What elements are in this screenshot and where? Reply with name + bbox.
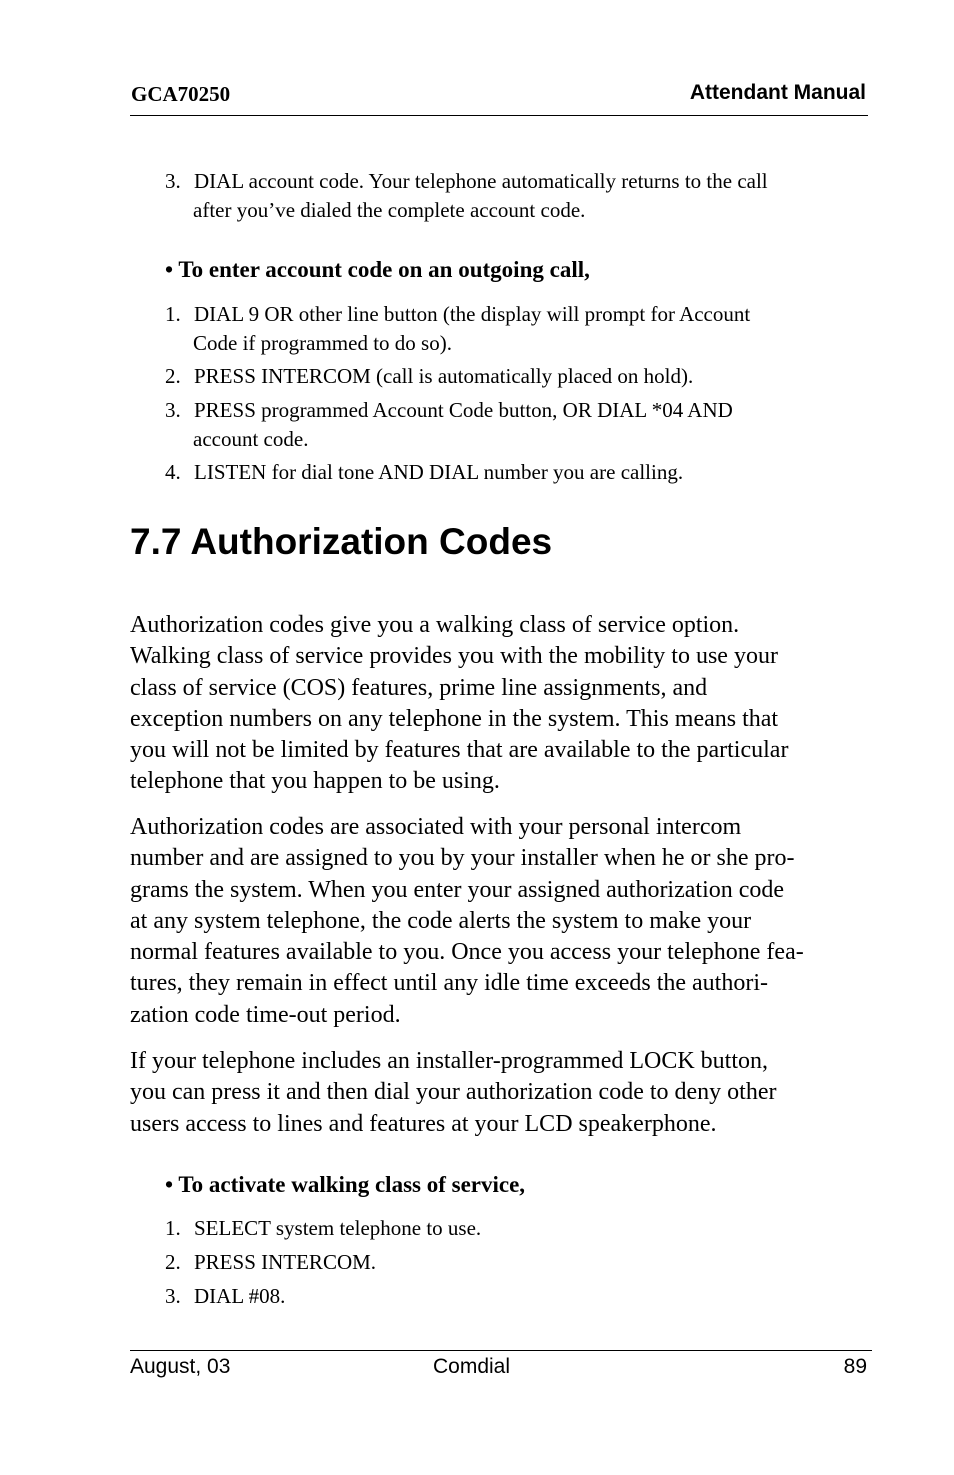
paragraph-line: at any system telephone, the code alerts the system to make your [130, 907, 752, 934]
footer-date: August, 03 [130, 1355, 231, 1378]
step-text: PRESS programmed Account Code button, OR DIAL *04 AND [194, 398, 733, 422]
footer-company: Comdial [433, 1355, 511, 1378]
outgoing-call-heading: • To enter account code on an outgoing call, [165, 257, 590, 282]
step-number: 1. [165, 1216, 181, 1240]
paragraph-line: exception numbers on any telephone in the system. This means that [130, 705, 779, 732]
walking-step-2 [165, 1248, 865, 1277]
walking-step-3 [165, 1282, 865, 1311]
walking-step-1 [165, 1214, 865, 1243]
header-rule [130, 115, 868, 116]
paragraph-line: class of service (COS) features, prime line assignments, and [130, 674, 708, 701]
step-number: 4. [165, 460, 181, 484]
paragraph-line: zation code time-out period. [130, 1001, 401, 1028]
step-text: DIAL #08. [194, 1284, 286, 1308]
step-text: SELECT system telephone to use. [194, 1216, 482, 1240]
paragraph-line: If your telephone includes an installer-programmed LOCK button, [130, 1048, 769, 1074]
outgoing-step-2 [165, 362, 865, 391]
step-number: 2. [165, 364, 181, 388]
walking-cos-heading: • To activate walking class of service, [165, 1172, 526, 1197]
step-text-continued: account code. [193, 427, 309, 451]
header-manual-title: Attendant Manual [689, 81, 866, 104]
paragraph-walking-cos [130, 610, 875, 798]
step-number: 1. [165, 302, 181, 326]
paragraph-line: telephone that you happen to be using. [130, 768, 500, 795]
footer-page-number: 89 [843, 1355, 867, 1378]
outgoing-step-1 [165, 300, 865, 358]
step-text-continued: after you’ve dialed the complete account code. [193, 198, 586, 222]
step-number: 2. [165, 1250, 181, 1274]
outgoing-step-3 [165, 396, 865, 454]
paragraph-line: Authorization codes give you a walking class of service option. [130, 612, 740, 638]
header-doc-id: GCA70250 [131, 82, 231, 106]
paragraph-line: Authorization codes are associated with your personal intercom [130, 814, 742, 840]
step-text: PRESS INTERCOM (call is automatically placed on hold). [194, 364, 694, 388]
intro-step [165, 167, 865, 225]
paragraph-line: normal features available to you. Once you access your telephone fea- [130, 939, 804, 966]
paragraph-line: grams the system. When you enter your assigned authorization code [130, 876, 785, 903]
paragraph-line: you will not be limited by features that are available to the particular [130, 737, 789, 764]
step-text: PRESS INTERCOM. [194, 1250, 377, 1274]
step-text: LISTEN for dial tone AND DIAL number you are calling. [194, 460, 684, 484]
paragraph-authorization [130, 812, 875, 1031]
footer-rule [130, 1350, 872, 1351]
step-number: 3. [165, 1284, 181, 1308]
paragraph-line: users access to lines and features at your LCD speakerphone. [130, 1110, 717, 1137]
step-text: DIAL account code. Your telephone automatically returns to the call [194, 169, 768, 193]
step-text: DIAL 9 OR other line button (the display will prompt for Account [194, 302, 751, 326]
paragraph-line: Walking class of service provides you with the mobility to use your [130, 643, 778, 670]
paragraph-line: number and are assigned to you by your installer when he or she pro- [130, 845, 795, 872]
paragraph-line: tures, they remain in effect until any idle time exceeds the authori- [130, 970, 768, 997]
step-number: 3. [165, 398, 181, 422]
section-title: 7.7 Authorization Codes [130, 521, 553, 562]
step-number: 3. [165, 169, 181, 193]
step-text-continued: Code if programmed to do so). [193, 331, 452, 355]
paragraph-lock-button [130, 1046, 875, 1140]
outgoing-step-4 [165, 458, 865, 487]
paragraph-line: you can press it and then dial your authorization code to deny other [130, 1079, 777, 1106]
